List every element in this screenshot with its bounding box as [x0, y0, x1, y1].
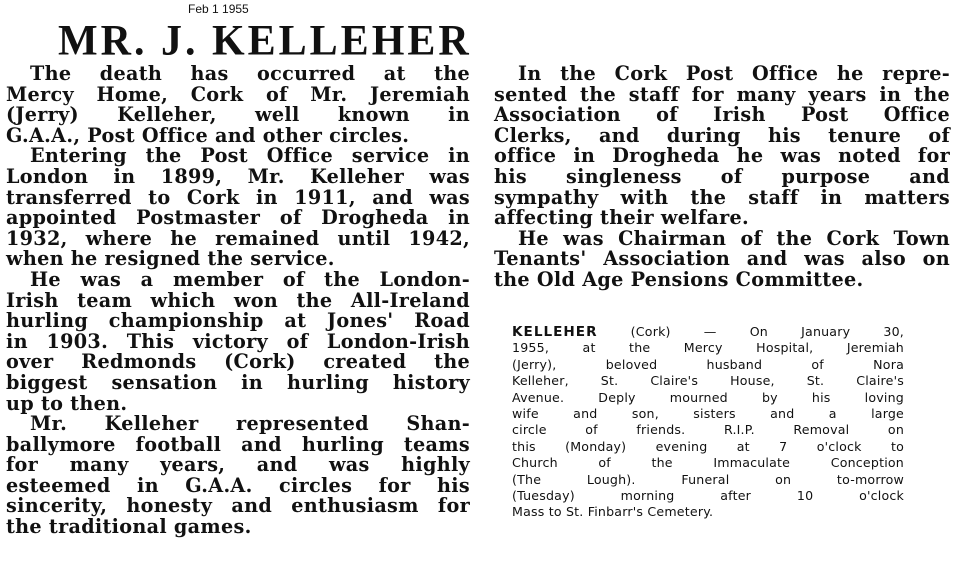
article-line: Tenants' Association and was also on	[494, 247, 950, 271]
article-line: In the Cork Post Office he repre-	[518, 62, 950, 85]
article-line: Mr. Kelleher represented Shan-	[30, 412, 470, 436]
article-line: esteemed in G.A.A. circles for his	[6, 473, 470, 497]
article-paragraph	[494, 226, 950, 291]
notice-line: circle of friends. R.I.P. Removal on	[512, 422, 904, 438]
article-line: ballymore football and hurling teams	[6, 432, 470, 456]
article-line: sincerity, honesty and enthusiasm for	[6, 494, 470, 518]
article-line: London in 1899, Mr. Kelleher was	[6, 164, 470, 188]
article-line: hurling championship at Jones' Road	[6, 309, 470, 333]
article-line: for many years, and was highly	[6, 453, 470, 477]
article-line: the traditional games.	[6, 515, 252, 539]
article-line: up to then.	[6, 391, 128, 415]
notice-line: (The Lough). Funeral on to-morrow	[512, 471, 904, 487]
article-paragraph	[6, 267, 470, 415]
notice-line: Church of the Immaculate Conception	[512, 455, 904, 471]
notice-line: (Tuesday) morning after 10 o'clock	[512, 488, 904, 504]
left-column	[6, 64, 470, 538]
date-note: Feb 1 1955	[188, 2, 249, 16]
article-line: when he resigned the service.	[6, 247, 335, 271]
article-line: Entering the Post Office service in	[30, 144, 470, 168]
article-line: sympathy with the staff in matters	[494, 185, 950, 209]
article-line: The death has occurred at the	[30, 62, 470, 85]
notice-line: this (Monday) evening at 7 o'clock to	[512, 438, 904, 454]
notice-line: wife and son, sisters and a large	[512, 406, 904, 422]
article-paragraph	[494, 64, 950, 229]
article-line: Clerks, and during his tenure of	[494, 123, 950, 147]
death-notice	[512, 324, 904, 521]
article-line: He was a member of the London-	[30, 267, 470, 291]
article-line: over Redmonds (Cork) created the	[6, 350, 470, 374]
article-line: (Jerry) Kelleher, well known in	[6, 103, 470, 127]
right-column	[494, 64, 950, 291]
article-line: appointed Postmaster of Drogheda in	[6, 206, 470, 230]
notice-line: (Jerry), beloved husband of Nora	[512, 356, 904, 372]
article-line: office in Drogheda he was noted for	[494, 144, 950, 168]
article-paragraph	[6, 414, 470, 538]
article-line: He was Chairman of the Cork Town	[518, 226, 950, 250]
article-paragraph	[6, 64, 470, 146]
article-line: affecting their welfare.	[494, 206, 750, 230]
article-line: sented the staff for many years in the	[494, 82, 950, 106]
notice-line: Kelleher, St. Claire's House, St. Claire's	[512, 373, 904, 389]
article-line: G.A.A., Post Office and other circles.	[6, 123, 410, 147]
notice-lead: KELLEHER	[512, 324, 598, 340]
notice-line: Mass to St. Finbarr's Cemetery.	[512, 504, 714, 520]
notice-first-line-rest: (Cork) — On January 30,	[597, 324, 904, 339]
article-line: the Old Age Pensions Committee.	[494, 267, 864, 291]
article-line: in 1903. This victory of London-Irish	[6, 329, 470, 353]
notice-line: 1955, at the Mercy Hospital, Jeremiah	[512, 340, 904, 356]
article-line: 1932, where he remained until 1942,	[6, 226, 470, 250]
notice-line: Avenue. Deply mourned by his loving	[512, 389, 904, 405]
article-paragraph	[6, 146, 470, 270]
article-line: transferred to Cork in 1911, and was	[6, 185, 470, 209]
article-line: Mercy Home, Cork of Mr. Jeremiah	[6, 82, 470, 106]
notice-line	[512, 324, 904, 340]
article-line: his singleness of purpose and	[494, 164, 950, 188]
headline: MR. J. KELLEHER	[58, 17, 472, 65]
article-line: Association of Irish Post Office	[494, 103, 950, 127]
article-line: biggest sensation in hurling history	[6, 370, 470, 394]
article-line: Irish team which won the All-Ireland	[6, 288, 470, 312]
